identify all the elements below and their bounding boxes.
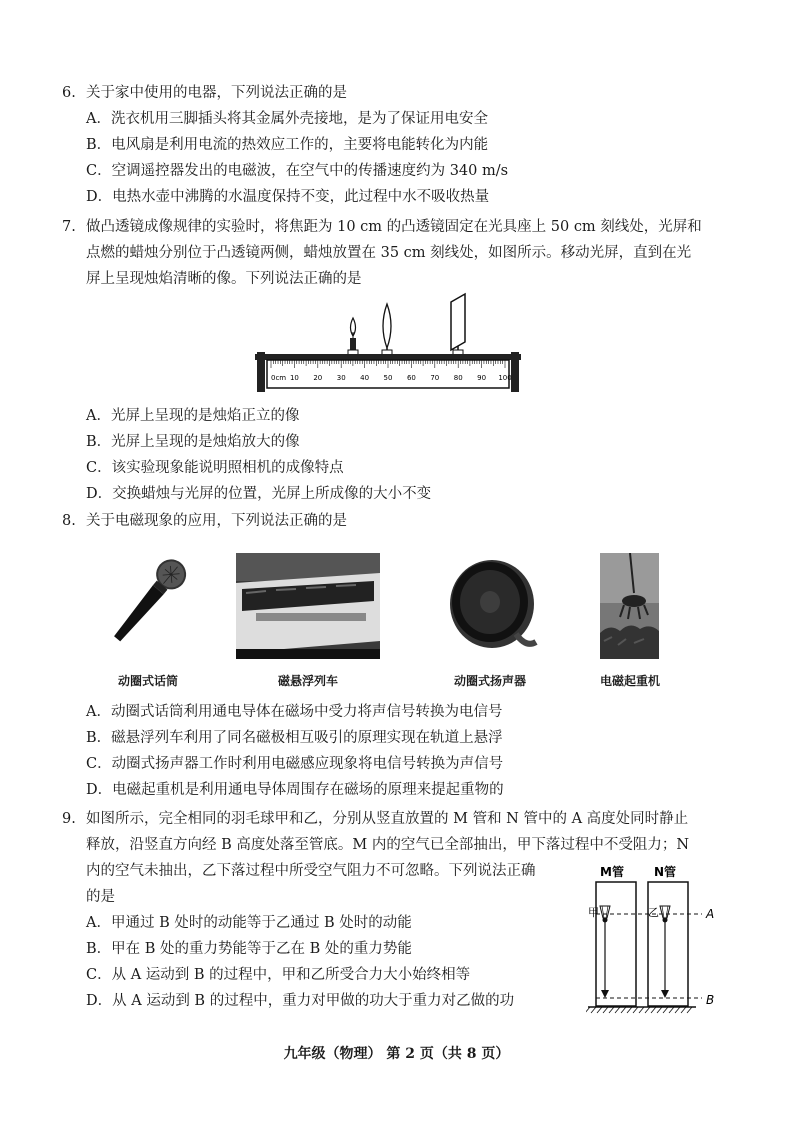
hatch-line [615, 1007, 620, 1013]
ruler-tick-label: 70 [430, 374, 440, 382]
option-c: C．动圈式扬声器工作时利用电磁感应现象将电信号转换为声信号 [86, 756, 504, 772]
question-8-options [62, 699, 504, 803]
question-number: 9. [62, 811, 76, 827]
hatch-line [597, 1007, 602, 1013]
caption-maglev-train: 磁悬浮列车 [277, 674, 338, 688]
question-6 [62, 80, 508, 210]
caption-speaker: 动圈式扬声器 [453, 674, 526, 688]
hatch-line [645, 1007, 650, 1013]
option-b: B．电风扇是利用电流的热效应工作的，主要将电能转化为内能 [86, 137, 489, 153]
bench-rail [255, 354, 521, 360]
question-stem-line: 如图所示，完全相同的羽毛球甲和乙，分别从竖直放置的 M 管和 N 管中的 A 高度处同时静止 [86, 811, 689, 827]
option-a: A．动圈式话筒利用通电导体在磁场中受力将声信号转换为电信号 [86, 704, 503, 720]
question-7-options [62, 403, 431, 507]
question-stem-line: 屏上呈现烛焰清晰的像。下列说法正确的是 [86, 271, 362, 287]
ruler-tick-label: 80 [453, 374, 463, 382]
microphone-image [100, 550, 196, 654]
option-d: D．交换蜡烛与光屏的位置，光屏上所成像的大小不变 [86, 486, 432, 502]
question-stem-line: 做凸透镜成像规律的实验时，将焦距为 10 cm 的凸透镜固定在光具座上 50 cm 刻线处，光屏和 [86, 219, 702, 235]
ruler-tick-label: 30 [336, 374, 346, 382]
page-footer: 九年级（物理） 第 2 页（共 8 页） [283, 1046, 510, 1062]
question-stem-line: 释放，沿竖直方向经 B 高度处落至管底。M 内的空气已全部抽出，甲下落过程中不受阻力；N [86, 837, 690, 853]
m-tube-label: M管 [600, 865, 624, 879]
yi-label: 乙 [648, 906, 659, 919]
ruler-tick-label: 90 [477, 374, 487, 382]
caption-microphone: 动圈式话筒 [117, 674, 178, 688]
hatch-line [675, 1007, 680, 1013]
question-8 [62, 508, 347, 534]
m-tube [596, 882, 636, 1006]
hatch-line [586, 1007, 590, 1013]
question-number: 7. [62, 219, 76, 235]
level-a-label: A [706, 907, 715, 921]
tubes-figure [586, 862, 720, 1024]
question-7 [62, 214, 702, 292]
ruler-tick-label: 10 [289, 374, 299, 382]
hatch-line [657, 1007, 662, 1013]
option-b: B．光屏上呈现的是烛焰放大的像 [86, 434, 300, 450]
convex-lens [382, 304, 392, 356]
electromagnetic-crane-image [600, 553, 659, 659]
option-a: A．光屏上呈现的是烛焰正立的像 [86, 408, 300, 424]
option-d: D．从 A 运动到 B 的过程中，重力对甲做的功大于重力对乙做的功 [86, 993, 515, 1009]
hatch-line [669, 1007, 674, 1013]
maglev-train-image [236, 553, 380, 659]
option-c: C．该实验现象能说明照相机的成像特点 [86, 460, 344, 476]
bench-leg-left [257, 352, 265, 392]
hatch-line [621, 1007, 626, 1013]
hatch-line [651, 1007, 656, 1013]
optical-bench-figure [255, 292, 521, 396]
option-b: B．甲在 B 处的重力势能等于乙在 B 处的重力势能 [86, 941, 412, 957]
ground-hatching [586, 1007, 692, 1013]
question-stem-line: 内的空气未抽出，乙下落过程中所受空气阻力不可忽略。下列说法正确 [86, 863, 536, 879]
level-b-label: B [706, 993, 715, 1007]
speaker-image [440, 550, 540, 658]
question-stem: 关于电磁现象的应用，下列说法正确的是 [86, 513, 347, 529]
question-number: 8. [62, 513, 76, 529]
ruler-tick-label: 0cm [271, 374, 287, 382]
n-tube [648, 882, 688, 1006]
ruler-tick-label: 20 [313, 374, 323, 382]
question-number: 6. [62, 85, 76, 101]
light-screen [451, 294, 465, 356]
hatch-line [681, 1007, 686, 1013]
option-d: D．电热水壶中沸腾的水温度保持不变，此过程中水不吸收热量 [86, 189, 490, 205]
hatch-line [633, 1007, 638, 1013]
hatch-line [591, 1007, 596, 1013]
hatch-line [609, 1007, 614, 1013]
bench-leg-right [511, 352, 519, 392]
hatch-line [639, 1007, 644, 1013]
caption-electromagnetic-crane: 电磁起重机 [599, 674, 660, 688]
option-a: A．甲通过 B 处时的动能等于乙通过 B 处时的动能 [86, 915, 412, 931]
option-d: D．电磁起重机是利用通电导体周围存在磁场的原理来提起重物的 [86, 782, 504, 798]
hatch-line [603, 1007, 608, 1013]
question-stem-line: 点燃的蜡烛分别位于凸透镜两侧，蜡烛放置在 35 cm 刻线处，如图所示。移动光屏，直到在光 [86, 245, 692, 261]
ruler-tick-label: 40 [360, 374, 370, 382]
ruler-tick-label: 100 [498, 374, 512, 382]
option-b: B．磁悬浮列车利用了同名磁极相互吸引的原理实现在轨道上悬浮 [86, 730, 503, 746]
hatch-line [687, 1007, 692, 1013]
hatch-line [627, 1007, 632, 1013]
n-tube-label: N管 [654, 865, 677, 879]
option-c: C．空调遥控器发出的电磁波，在空气中的传播速度约为 340 m/s [86, 163, 509, 179]
question-stem: 关于家中使用的电器，下列说法正确的是 [86, 85, 347, 101]
ruler-tick-label: 50 [383, 374, 393, 382]
option-a: A．洗衣机用三脚插头将其金属外壳接地，是为了保证用电安全 [86, 111, 488, 127]
jia-label: 甲 [588, 906, 599, 919]
candle [348, 318, 358, 356]
hatch-line [663, 1007, 668, 1013]
ruler-tick-label: 60 [406, 374, 416, 382]
option-c: C．从 A 运动到 B 的过程中，甲和乙所受合力大小始终相等 [86, 967, 471, 983]
question-stem-line: 的是 [86, 889, 115, 905]
